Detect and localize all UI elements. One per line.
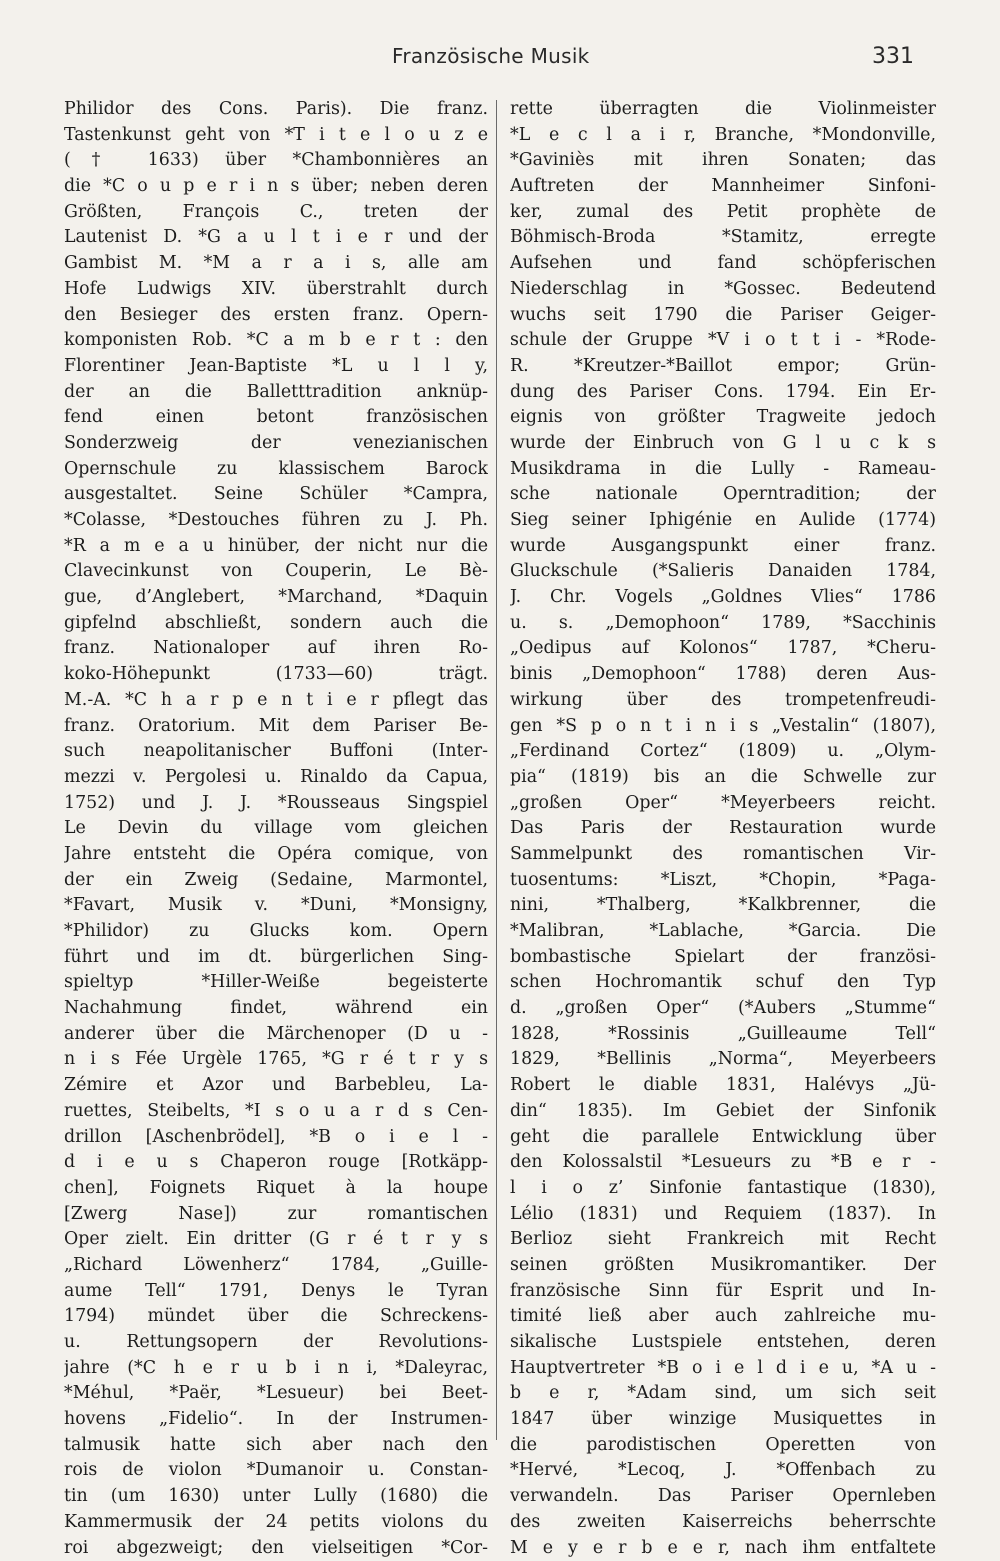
text-line: ker, zumal des Petit prophète de: [510, 200, 936, 226]
text-line: gen *S p o n t i n i s „Vestalin“ (1807),: [510, 714, 936, 740]
text-line: Hofe Ludwigs XIV. überstrahlt durch: [64, 277, 488, 303]
text-line: „großen Oper“ *Meyerbeers reicht.: [510, 791, 936, 817]
text-line: *R a m e a u hinüber, der nicht nur die: [64, 534, 488, 560]
text-line: Böhmisch-Broda *Stamitz, erregte: [510, 225, 936, 251]
text-line: n i s Fée Urgèle 1765, *G r é t r y s: [64, 1047, 488, 1073]
text-line: gue, d’Anglebert, *Marchand, *Daquin: [64, 585, 488, 611]
text-line: Philidor des Cons. Paris). Die franz.: [64, 97, 488, 123]
text-line: aume Tell“ 1791, Denys le Tyran: [64, 1279, 488, 1305]
text-line: *Méhul, *Paër, *Lesueur) bei Beet-: [64, 1381, 488, 1407]
text-line: Jahre entsteht die Opéra comique, von: [64, 842, 488, 868]
text-line: Gluckschule (*Salieris Danaiden 1784,: [510, 559, 936, 585]
text-line: u. Rettungsopern der Revolutions-: [64, 1330, 488, 1356]
text-line: Aufsehen und fand schöpferischen: [510, 251, 936, 277]
text-line: *Favart, Musik v. *Duni, *Monsigny,: [64, 893, 488, 919]
text-line: Sammelpunkt des romantischen Vir-: [510, 842, 936, 868]
text-line: Das Paris der Restauration wurde: [510, 816, 936, 842]
text-line: din“ 1835). Im Gebiet der Sinfonik: [510, 1099, 936, 1125]
text-line: rette überragten die Violinmeister: [510, 97, 936, 123]
text-line: anderer über die Märchenoper (D u -: [64, 1022, 488, 1048]
text-line: Le Devin du village vom gleichen: [64, 816, 488, 842]
text-line: Oper zielt. Ein dritter (G r é t r y s: [64, 1227, 488, 1253]
text-line: Florentiner Jean-Baptiste *L u l l y,: [64, 354, 488, 380]
text-line: Kammermusik der 24 petits violons du: [64, 1510, 488, 1536]
text-line: fend einen betont französischen: [64, 405, 488, 431]
text-line: *L e c l a i r, Branche, *Mondonville,: [510, 123, 936, 149]
text-line: der an die Balletttradition anknüp-: [64, 380, 488, 406]
text-line: Clavecinkunst von Couperin, Le Bè-: [64, 559, 488, 585]
text-line: 1828, *Rossinis „Guilleaume Tell“: [510, 1022, 936, 1048]
text-line: *Colasse, *Destouches führen zu J. Ph.: [64, 508, 488, 534]
text-line: ausgestaltet. Seine Schüler *Campra,: [64, 482, 488, 508]
text-line: sche nationale Operntradition; der: [510, 482, 936, 508]
text-line: pia“ (1819) bis an die Schwelle zur: [510, 765, 936, 791]
text-line: timité ließ aber auch zahlreiche mu-: [510, 1304, 936, 1330]
text-line: die *C o u p e r i n s über; neben deren: [64, 174, 488, 200]
text-line: 1794) mündet über die Schreckens-: [64, 1304, 488, 1330]
text-line: Sonderzweig der venezianischen: [64, 431, 488, 457]
text-line: *Philidor) zu Glucks kom. Opern: [64, 919, 488, 945]
text-line: Zémire et Azor und Barbebleu, La-: [64, 1073, 488, 1099]
text-line: l i o z’ Sinfonie fantastique (1830),: [510, 1176, 936, 1202]
text-line: französische Sinn für Esprit und In-: [510, 1279, 936, 1305]
text-line: u. s. „Demophoon“ 1789, *Sacchinis: [510, 611, 936, 637]
text-line: chen], Foignets Riquet à la houpe: [64, 1176, 488, 1202]
text-line: wuchs seit 1790 die Pariser Geiger-: [510, 303, 936, 329]
text-line: d i e u s Chaperon rouge [Rotkäpp-: [64, 1150, 488, 1176]
column-divider: [496, 100, 497, 1440]
text-line: „Oedipus auf Kolonos“ 1787, *Cheru-: [510, 636, 936, 662]
text-line: Hauptvertreter *B o i e l d i e u, *A u -: [510, 1356, 936, 1382]
text-line: 1829, *Bellinis „Norma“, Meyerbeers: [510, 1047, 936, 1073]
text-line: den Besieger des ersten franz. Opern-: [64, 303, 488, 329]
text-line: des zweiten Kaiserreichs beherrschte: [510, 1510, 936, 1536]
text-line: spieltyp *Hiller-Weiße begeisterte: [64, 970, 488, 996]
text-line: R. *Kreutzer-*Baillot empor; Grün-: [510, 354, 936, 380]
text-line: wurde Ausgangspunkt einer franz.: [510, 534, 936, 560]
text-line: such neapolitanischer Buffoni (Inter-: [64, 739, 488, 765]
text-line: M.-A. *C h a r p e n t i e r pflegt das: [64, 688, 488, 714]
text-line: „Ferdinand Cortez“ (1809) u. „Olym-: [510, 739, 936, 765]
text-line: tin (um 1630) unter Lully (1680) die: [64, 1484, 488, 1510]
text-line: d. „großen Oper“ (*Aubers „Stumme“: [510, 996, 936, 1022]
text-line: die parodistischen Operetten von: [510, 1433, 936, 1459]
text-line: franz. Nationaloper auf ihren Ro-: [64, 636, 488, 662]
text-line: bombastische Spielart der französi-: [510, 945, 936, 971]
text-line: schen Hochromantik schuf den Typ: [510, 970, 936, 996]
text-line: wurde der Einbruch von G l u c k s: [510, 431, 936, 457]
right-column: [510, 97, 936, 1561]
text-line: „Richard Löwenherz“ 1784, „Guille-: [64, 1253, 488, 1279]
text-line: Niederschlag in *Gossec. Bedeutend: [510, 277, 936, 303]
text-line: rois de violon *Dumanoir u. Constan-: [64, 1458, 488, 1484]
text-line: wirkung über des trompetenfreudi-: [510, 688, 936, 714]
text-line: Lélio (1831) und Requiem (1837). In: [510, 1202, 936, 1228]
text-line: Nachahmung findet, während ein: [64, 996, 488, 1022]
text-line: Berlioz sieht Frankreich mit Recht: [510, 1227, 936, 1253]
text-line: nini, *Thalberg, *Kalkbrenner, die: [510, 893, 936, 919]
text-line: roi abgezweigt; den vielseitigen *Cor-: [64, 1536, 488, 1561]
running-head: Französische Musik: [392, 44, 590, 68]
text-line: den Kolossalstil *Lesueurs zu *B e r -: [510, 1150, 936, 1176]
text-line: Größten, François C., treten der: [64, 200, 488, 226]
text-line: geht die parallele Entwicklung über: [510, 1125, 936, 1151]
text-line: 1752) und J. J. *Rousseaus Singspiel: [64, 791, 488, 817]
text-line: *Hervé, *Lecoq, J. *Offenbach zu: [510, 1458, 936, 1484]
text-line: ruettes, Steibelts, *I s o u a r d s Cen-: [64, 1099, 488, 1125]
text-line: b e r, *Adam sind, um sich seit: [510, 1381, 936, 1407]
text-line: Tastenkunst geht von *T i t e l o u z e: [64, 123, 488, 149]
text-line: Lautenist D. *G a u l t i e r und der: [64, 225, 488, 251]
page-number: 331: [872, 44, 914, 69]
left-column: [64, 97, 488, 1561]
text-line: Opernschule zu klassischem Barock: [64, 457, 488, 483]
text-line: komponisten Rob. *C a m b e r t : den: [64, 328, 488, 354]
text-line: J. Chr. Vogels „Goldnes Vlies“ 1786: [510, 585, 936, 611]
text-line: schule der Gruppe *V i o t t i - *Rode-: [510, 328, 936, 354]
text-line: mezzi v. Pergolesi u. Rinaldo da Capua,: [64, 765, 488, 791]
text-line: franz. Oratorium. Mit dem Pariser Be-: [64, 714, 488, 740]
text-line: seinen größten Musikromantiker. Der: [510, 1253, 936, 1279]
text-line: *Malibran, *Lablache, *Garcia. Die: [510, 919, 936, 945]
text-line: eignis von größter Tragweite jedoch: [510, 405, 936, 431]
text-line: drillon [Aschenbrödel], *B o i e l -: [64, 1125, 488, 1151]
text-line: der ein Zweig (Sedaine, Marmontel,: [64, 868, 488, 894]
text-line: Gambist M. *M a r a i s, alle am: [64, 251, 488, 277]
text-line: Sieg seiner Iphigénie en Aulide (1774): [510, 508, 936, 534]
text-line: [Zwerg Nase]) zur romantischen: [64, 1202, 488, 1228]
text-line: koko-Höhepunkt (1733—60) trägt.: [64, 662, 488, 688]
text-line: hovens „Fidelio“. In der Instrumen-: [64, 1407, 488, 1433]
text-line: führt und im dt. bürgerlichen Sing-: [64, 945, 488, 971]
text-line: tuosentums: *Liszt, *Chopin, *Paga-: [510, 868, 936, 894]
text-line: talmusik hatte sich aber nach den: [64, 1433, 488, 1459]
text-line: Auftreten der Mannheimer Sinfoni-: [510, 174, 936, 200]
text-line: 1847 über winzige Musiquettes in: [510, 1407, 936, 1433]
text-line: *Gaviniès mit ihren Sonaten; das: [510, 148, 936, 174]
text-line: binis „Demophoon“ 1788) deren Aus-: [510, 662, 936, 688]
text-line: († 1633) über *Chambonnières an: [64, 148, 488, 174]
text-line: sikalische Lustspiele entstehen, deren: [510, 1330, 936, 1356]
page-header: [0, 38, 1000, 78]
text-line: M e y e r b e e r, nach ihm entfaltete: [510, 1536, 936, 1561]
text-line: verwandeln. Das Pariser Opernleben: [510, 1484, 936, 1510]
text-line: Musikdrama in die Lully - Rameau-: [510, 457, 936, 483]
text-line: dung des Pariser Cons. 1794. Ein Er-: [510, 380, 936, 406]
text-line: jahre (*C h e r u b i n i, *Daleyrac,: [64, 1356, 488, 1382]
text-line: Robert le diable 1831, Halévys „Jü-: [510, 1073, 936, 1099]
text-line: gipfelnd abschließt, sondern auch die: [64, 611, 488, 637]
